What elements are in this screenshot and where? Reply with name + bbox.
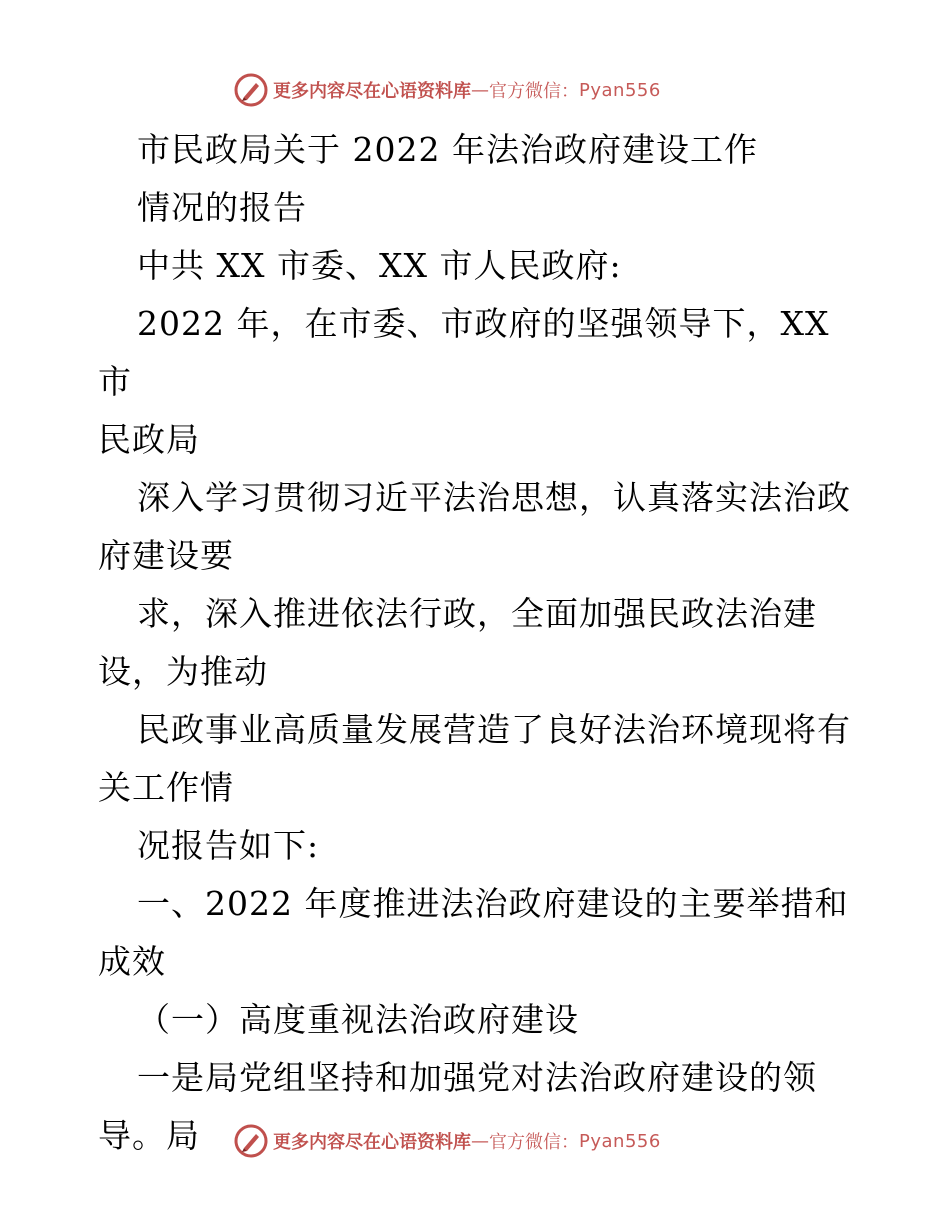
watermark-handle: Pyan556 [579, 79, 661, 101]
body-line: 2022 年，在市委、市政府的坚强领导下，XX 市 [98, 304, 841, 401]
body-line: 一是局党组坚持和加强党对法治政府建设的领 [137, 1058, 817, 1097]
watermark-label: 官方微信： [489, 1132, 579, 1153]
subsection-heading: （一）高度重视法治政府建设 [137, 1000, 579, 1039]
watermark-separator: — [471, 79, 489, 101]
body-line: 深入学习贯彻习近平法治思想，认真落实法治政 [137, 478, 851, 517]
body-line: 民政事业高质量发展营造了良好法治环境现将有 [137, 710, 851, 749]
body-line: 府建设要 [98, 536, 234, 575]
section-heading-cont: 成效 [98, 942, 166, 981]
body-line: 民政局 [98, 420, 200, 459]
body-line: 设，为推动 [98, 652, 268, 691]
watermark-brand: 更多内容尽在心语资料库 [273, 81, 471, 102]
body-line: 求，深入推进依法行政，全面加强民政法治建 [137, 594, 817, 633]
watermark-separator: — [471, 1130, 489, 1152]
title-line-2: 情况的报告 [137, 188, 307, 227]
watermark-label: 官方微信： [489, 81, 579, 102]
body-line: 况报告如下: [137, 826, 320, 865]
body-line: 导。局 [98, 1116, 200, 1155]
watermark-footer [234, 1123, 754, 1159]
body-line: 关工作情 [98, 768, 234, 807]
watermark-header [234, 72, 754, 108]
watermark-brand: 更多内容尽在心语资料库 [273, 1132, 471, 1153]
watermark-handle: Pyan556 [579, 1130, 661, 1152]
pen-logo-icon [234, 1124, 268, 1158]
title-line-1: 市民政局关于 2022 年法治政府建设工作 [137, 130, 758, 169]
salutation: 中共 XX 市委、XX 市人民政府: [137, 246, 622, 285]
section-heading: 一、2022 年度推进法治政府建设的主要举措和 [137, 884, 849, 923]
pen-logo-icon [234, 73, 268, 107]
document-body [98, 121, 858, 1165]
